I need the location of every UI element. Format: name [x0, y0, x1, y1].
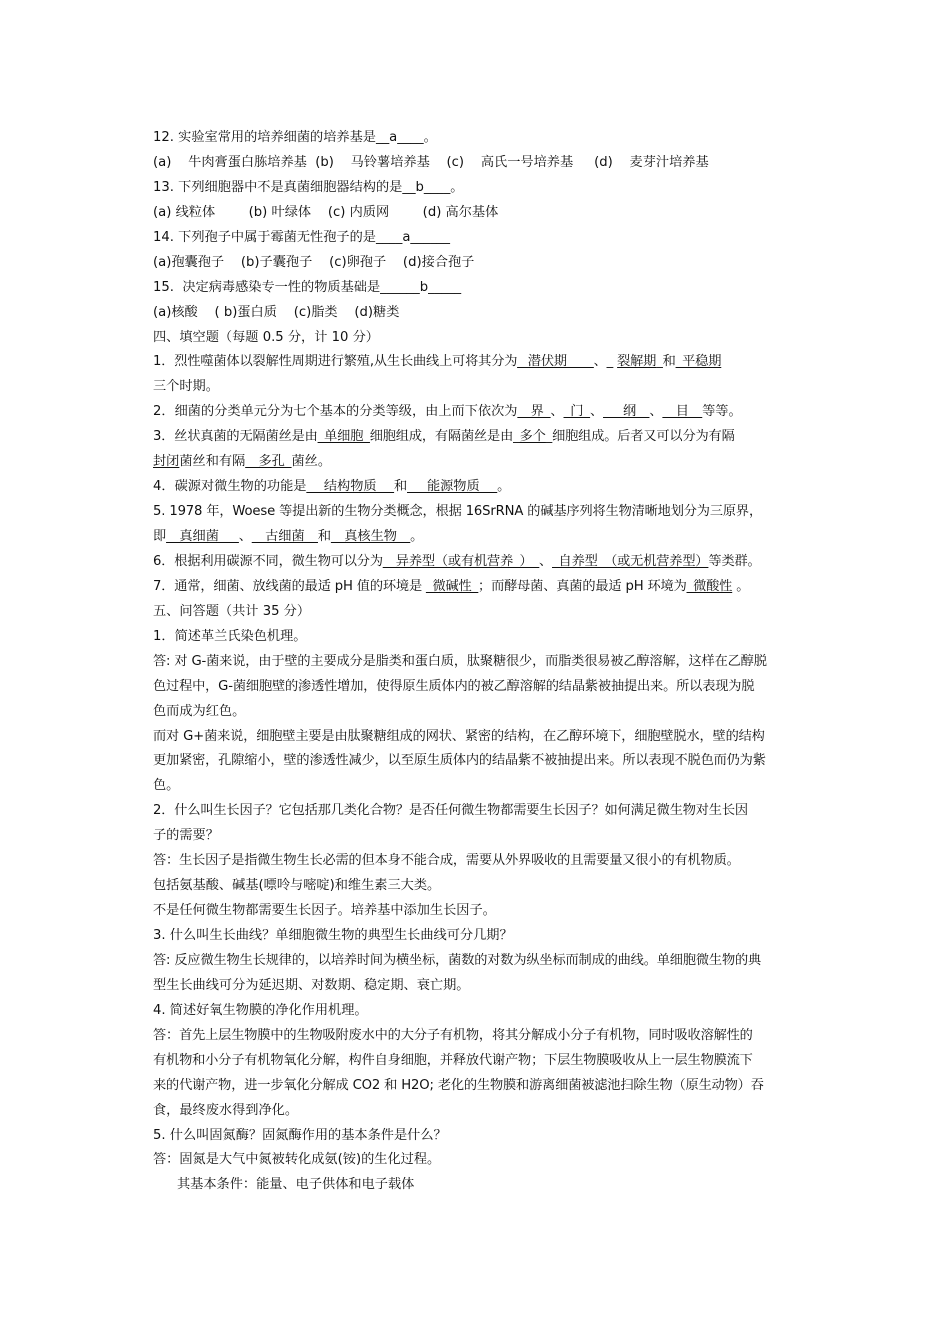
question-12-options: (a) 牛肉膏蛋白胨培养基 (b) 马铃薯培养基 (c) 高氏一号培养基 (d) 麦芽汁培养基 — [153, 154, 709, 170]
text: 7．通常，细菌、放线菌的最适 pH 值的环境是 — [153, 578, 427, 594]
qa-q1-answer-line: 色而成为红色。 — [153, 703, 246, 719]
qa-q5-line: 答：固氮是大气中氮被转化成氨(铵)的生化过程。 — [153, 1152, 441, 1168]
text: _细胞组成。后者又可以分为有隔 — [545, 429, 735, 445]
qa-section-heading: 五、问答题（共计 35 分） — [153, 603, 311, 619]
qa-q2-line: 不是任何微生物都需要生长因子。培养基中添加生长因子。 — [153, 903, 496, 919]
qa-q1-answer-line: 色过程中，G-菌细胞壁的渗透性增加，使得原生质体内的被乙醇溶解的结晶紫被抽提出来。所以表现为脱 — [153, 678, 755, 694]
qa-q5-indent-line: 其基本条件：能量、电子供体和电子载体 — [177, 1177, 415, 1193]
answer-blank: __真核生物__ — [331, 529, 411, 544]
answer-blank: _微酸性 — [686, 578, 733, 594]
question-15: 15. 决定病毒感染专一性的物质基础是______b_____ — [153, 279, 462, 295]
fill-q1 — [153, 350, 813, 375]
text: 细胞组成，有隔菌丝是由_ — [369, 429, 520, 445]
fill-q3 — [153, 425, 813, 450]
text: 、 — [649, 404, 663, 420]
text: 、 — [539, 553, 553, 569]
answer-blank: __ 结构物质 __ — [306, 479, 394, 495]
text: 和 — [393, 479, 408, 495]
answer-blank: _平稳期 — [675, 354, 722, 370]
text: 2．细菌的分类单元分为七个基本的分类等级，由上而下依次为 — [153, 404, 518, 420]
answer-blank: _微碱性_ — [426, 578, 479, 594]
text: 菌丝。 — [291, 454, 332, 470]
fill-q5-line2 — [153, 525, 813, 550]
answer-blank: __界_ — [517, 404, 551, 420]
answer-blank: ___纲__ — [603, 404, 650, 420]
qa-q4-line: 食，最终废水得到净化。 — [153, 1102, 299, 1118]
question-13: 13. 下列细胞器中不是真菌细胞器结构的是__b____。 — [153, 179, 464, 195]
qa-q3-line: 3. 什么叫生长曲线？单细胞微生物的典型生长曲线可分几期？ — [153, 928, 513, 943]
qa-q1-answer-line: 而对 G+菌来说，细胞壁主要是由肽聚糖组成的网状、紧密的结构，在乙醇环境下，细胞壁脱水，壁的结构 — [153, 728, 765, 744]
answer-blank: 裂解期 — [617, 354, 657, 370]
text: 等类群。 — [708, 553, 761, 569]
qa-q2-line: 2．什么叫生长因子？它包括那几类化合物？是否任何微生物都需要生长因子？如何满足微生物对生长因 — [153, 803, 748, 819]
text: 和 — [317, 529, 332, 544]
answer-blank: ___能源物质 __ — [407, 479, 498, 495]
question-15-options: (a)核酸 ( b)蛋白质 (c)脂类 (d)糖类 — [153, 304, 400, 320]
qa-q1-answer-line: 更加紧密，孔隙缩小，壁的渗透性减少，以至原生质体内的结晶紫不被抽提出来。所以表现不脱色而仍为紫 — [153, 753, 766, 769]
text: 、_ — [593, 354, 618, 370]
text: 、 — [550, 404, 564, 420]
fill-section-heading: 四、填空题（每题 0.5 分，计 10 分） — [153, 329, 379, 345]
qa-q2-line: 子的需要？ — [153, 828, 219, 844]
text: 1．烈性噬菌体以裂解性周期进行繁殖,从生长曲线上可将其分为 — [153, 354, 518, 370]
text: 6．根据利用碳源不同，微生物可以分为 — [153, 553, 383, 569]
qa-q4-line: 有机物和小分子有机物氧化分解，构件自身细胞，并释放代谢产物；下层生物膜吸收从上一层生物膜流下 — [153, 1052, 753, 1068]
question-14: 14. 下列孢子中属于霉菌无性孢子的是____a______ — [153, 229, 450, 245]
qa-q2-line: 答：生长因子是指微生物生长必需的但本身不能合成，需要从外界吸收的且需要量又很小的有机物质。 — [153, 853, 740, 869]
answer-blank: __多孔_ — [245, 454, 292, 470]
text: 。 — [732, 578, 750, 594]
text: 、 — [589, 404, 604, 420]
question-12: 12. 实验室常用的培养细菌的培养基是__a____。 — [153, 130, 437, 145]
question-13-options: (a) 线粒体 (b) 叶绿体 (c) 内质网 (d) 高尔基体 — [153, 204, 499, 220]
qa-q5-line: 5. 什么叫固氮酶？固氮酶作用的基本条件是什么？ — [153, 1127, 447, 1143]
qa-q4-line: 4. 简述好氧生物膜的净化作用机理。 — [153, 1002, 368, 1018]
text: 、 — [238, 529, 252, 544]
answer-blank: __异养型（或有机营养_）_ — [382, 553, 540, 569]
answer-blank: _ 潜伏期 _ — [517, 354, 594, 370]
qa-q1-answer-line: 色。 — [153, 778, 180, 794]
fill-q1-line2: 三个时期。 — [153, 379, 219, 395]
qa-q1-answer-line: 答: 对 G-菌来说，由于壁的主要成分是脂类和蛋白质，肽聚糖很少，而脂类很易被乙醇溶解，这样在乙醇脱 — [153, 653, 767, 669]
qa-q1: 1．简述革兰氏染色机理。 — [153, 628, 307, 644]
text: 即 — [153, 529, 167, 544]
fill-q2 — [153, 400, 813, 425]
fill-q5: 5. 1978 年，Woese 等提出新的生物分类概念，根据 16SrRNA 的碱基序列将生物清晰地划分为三原界， — [153, 504, 762, 520]
answer-blank: __古细菌__ — [251, 529, 318, 544]
answer-blank: _门_ — [563, 404, 590, 420]
fill-q7 — [153, 575, 813, 600]
text: 3．丝状真菌的无隔菌丝是由 — [153, 429, 318, 445]
fill-q4 — [153, 475, 813, 500]
answer-blank: 封闭 — [153, 454, 180, 470]
fill-q6 — [153, 550, 813, 575]
answer-blank: _单细胞_ — [317, 429, 370, 445]
qa-q3-line: 答: 反应微生物生长规律的，以培养时间为横坐标，菌数的对数为纵坐标而制成的曲线。单细胞微生物的典 — [153, 952, 762, 968]
text: 。 — [410, 529, 424, 544]
document-body — [153, 126, 813, 1198]
qa-q4-line: 答：首先上层生物膜中的生物吸附废水中的大分子有机物，将其分解成小分子有机物，同时吸收溶解性的 — [153, 1027, 753, 1043]
fill-q3-line2 — [153, 450, 813, 475]
text: ；而酵母菌、真菌的最适 pH 环境为 — [478, 578, 687, 594]
text: 菌丝和有隔 — [179, 454, 246, 470]
question-14-options: (a)孢囊孢子 (b)子囊孢子 (c)卵孢子 (d)接合孢子 — [153, 254, 475, 270]
answer-blank: 多个 — [519, 429, 546, 445]
answer-blank: __真细菌___ — [166, 529, 239, 544]
text: _和 — [656, 354, 676, 370]
answer-blank: _自养型_（或无机营养型） — [552, 553, 709, 569]
qa-q4-line: 来的代谢产物，进一步氧化分解成 CO2 和 H2O; 老化的生物膜和游离细菌被滤池扫除生物（原生动物）吞 — [153, 1077, 764, 1093]
text: 。 — [497, 479, 511, 495]
answer-blank: __目__ — [662, 404, 703, 420]
text: 等等。 — [702, 404, 742, 420]
text: 4．碳源对微生物的功能是 — [153, 479, 307, 495]
qa-q3-line: 型生长曲线可分为延迟期、对数期、稳定期、衰亡期。 — [153, 977, 470, 993]
qa-q2-line: 包括氨基酸、碱基(嘌呤与嘧啶)和维生素三大类。 — [153, 878, 441, 894]
